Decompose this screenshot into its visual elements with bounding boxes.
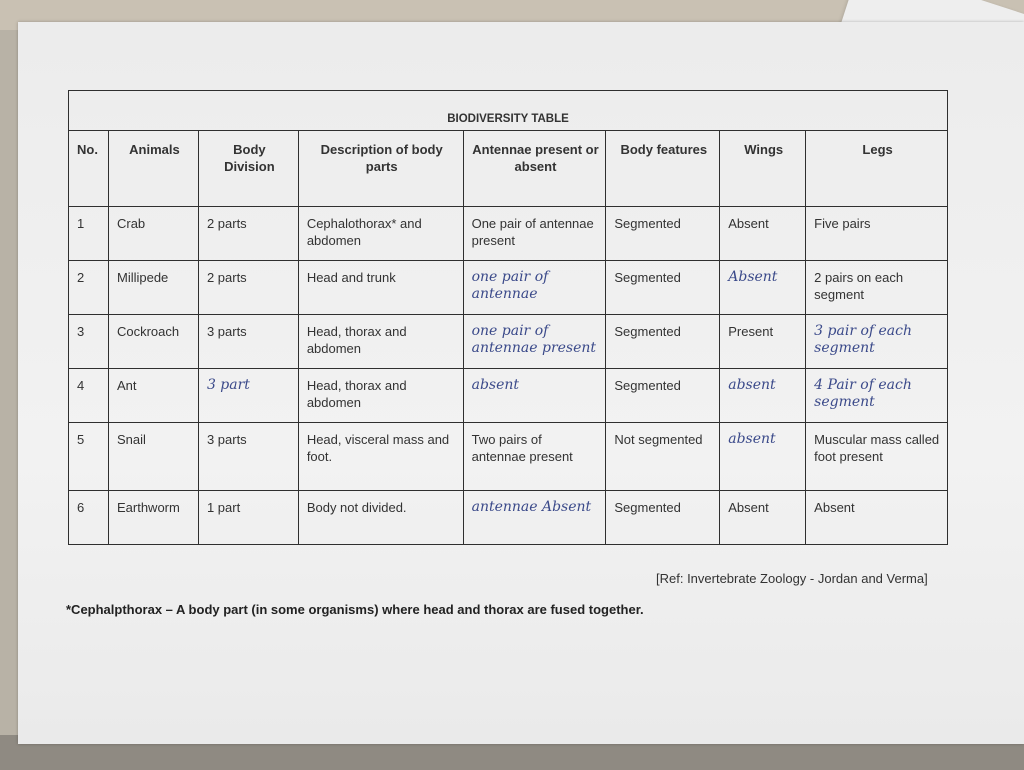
cell-animal: Millipede: [108, 261, 198, 315]
cell-description: Head, thorax and abdomen: [298, 315, 463, 369]
table-title: BIODIVERSITY TABLE: [69, 91, 948, 131]
header-no: No.: [69, 131, 109, 207]
header-description: Description of body parts: [298, 131, 463, 207]
cell-legs: Absent: [806, 491, 948, 545]
cell-antennae-handwritten: one pair of antennae: [463, 261, 606, 315]
table-row: [69, 207, 948, 261]
cell-no: 4: [69, 369, 109, 423]
cell-no: 5: [69, 423, 109, 491]
cell-description: Cephalothorax* and abdomen: [298, 207, 463, 261]
cell-wings: Absent: [720, 491, 806, 545]
header-body-features: Body features: [606, 131, 720, 207]
cell-wings-handwritten: absent: [720, 369, 806, 423]
cell-antennae: One pair of antennae present: [463, 207, 606, 261]
cell-division-handwritten: 3 part: [198, 369, 298, 423]
reference-citation: [Ref: Invertebrate Zoology - Jordan and Verma]: [656, 571, 928, 586]
cell-no: 1: [69, 207, 109, 261]
cell-legs: Muscular mass called foot present: [806, 423, 948, 491]
table-row: [69, 369, 948, 423]
table-row: [69, 423, 948, 491]
cell-features: Segmented: [606, 207, 720, 261]
table-title-row: [69, 91, 948, 131]
cell-animal: Ant: [108, 369, 198, 423]
table-header-row: [69, 131, 948, 207]
cell-features: Segmented: [606, 369, 720, 423]
cell-division: 1 part: [198, 491, 298, 545]
cell-features: Not segmented: [606, 423, 720, 491]
cell-animal: Earthworm: [108, 491, 198, 545]
table-row: [69, 261, 948, 315]
cell-wings: Absent: [720, 207, 806, 261]
cell-no: 2: [69, 261, 109, 315]
biodiversity-table: [68, 90, 948, 545]
cell-antennae: Two pairs of antennae present: [463, 423, 606, 491]
cell-wings-handwritten: Absent: [720, 261, 806, 315]
cell-wings: Present: [720, 315, 806, 369]
header-legs: Legs: [806, 131, 948, 207]
cell-legs: 2 pairs on each segment: [806, 261, 948, 315]
cell-division: 3 parts: [198, 423, 298, 491]
cell-division: 2 parts: [198, 261, 298, 315]
cell-description: Head, thorax and abdomen: [298, 369, 463, 423]
cell-features: Segmented: [606, 261, 720, 315]
cell-wings-handwritten: absent: [720, 423, 806, 491]
cell-legs-handwritten: 3 pair of each segment: [806, 315, 948, 369]
cell-description: Head and trunk: [298, 261, 463, 315]
table-row: [69, 315, 948, 369]
cell-animal: Crab: [108, 207, 198, 261]
cell-antennae-handwritten: one pair of antennae present: [463, 315, 606, 369]
cell-legs-handwritten: 4 Pair of each segment: [806, 369, 948, 423]
cell-division: 2 parts: [198, 207, 298, 261]
header-antennae: Antennae present or absent: [463, 131, 606, 207]
cell-animal: Snail: [108, 423, 198, 491]
cell-no: 3: [69, 315, 109, 369]
cell-antennae-handwritten: absent: [463, 369, 606, 423]
cell-description: Head, visceral mass and foot.: [298, 423, 463, 491]
cell-features: Segmented: [606, 315, 720, 369]
cell-division: 3 parts: [198, 315, 298, 369]
cell-legs: Five pairs: [806, 207, 948, 261]
cell-description: Body not divided.: [298, 491, 463, 545]
cell-features: Segmented: [606, 491, 720, 545]
table-row: [69, 491, 948, 545]
header-wings: Wings: [720, 131, 806, 207]
footnote: *Cephalpthorax – A body part (in some organisms) where head and thorax are fused together.: [66, 602, 644, 617]
header-animals: Animals: [108, 131, 198, 207]
cell-antennae-handwritten: antennae Absent: [463, 491, 606, 545]
header-body-division: Body Division: [198, 131, 298, 207]
cell-no: 6: [69, 491, 109, 545]
cell-animal: Cockroach: [108, 315, 198, 369]
